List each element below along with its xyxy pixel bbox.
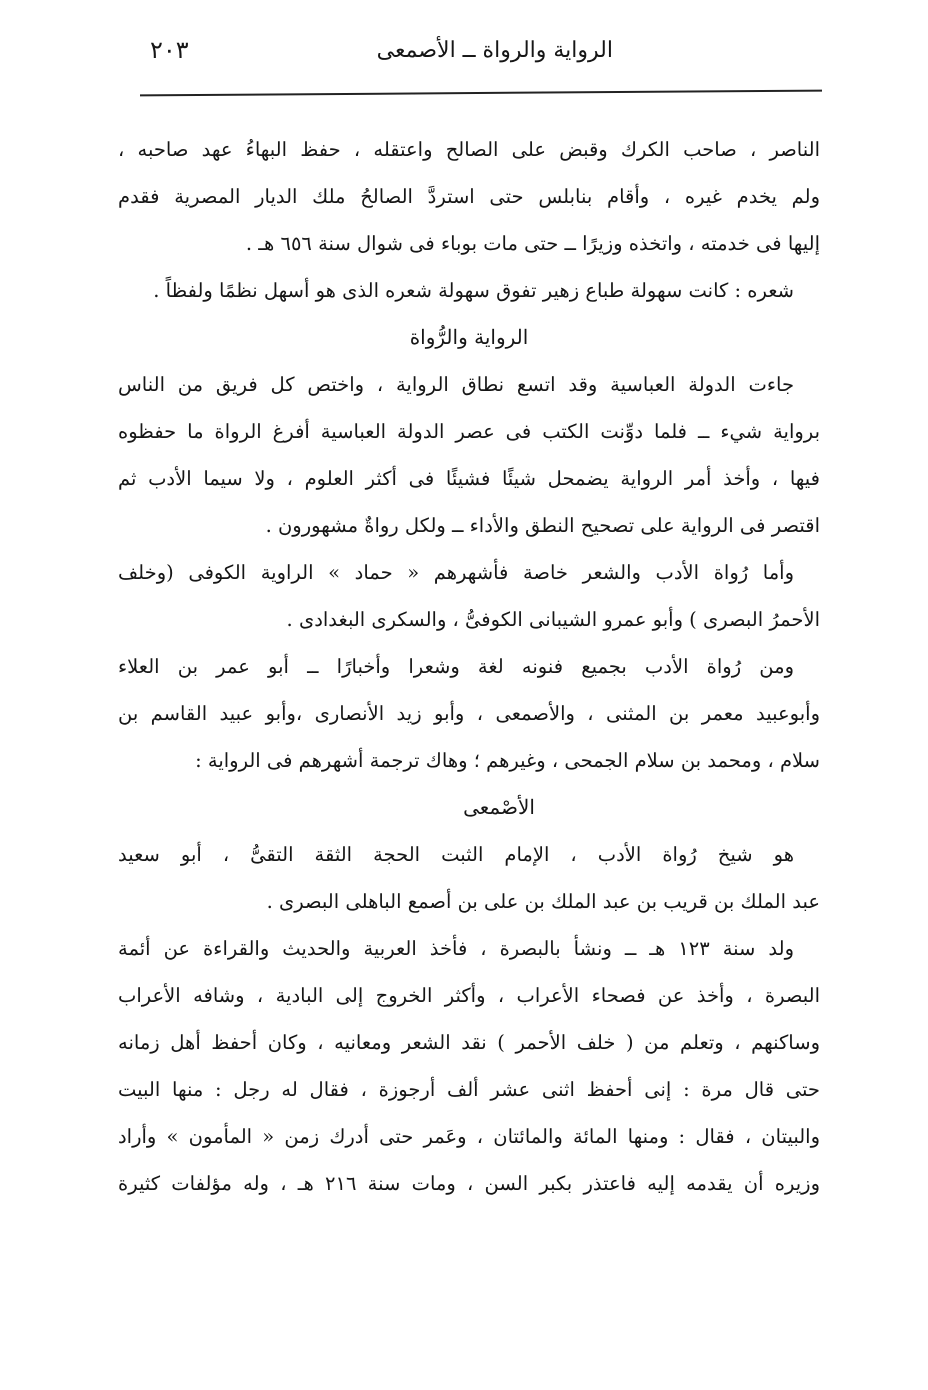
page-number: ٢٠٣ [150, 36, 189, 64]
text-line: سلام ، ومحمد بن سلام الجمحى ، وغيرهم ؛ وهاك ترجمة أشهرهم فى الرواية : [195, 749, 820, 772]
text-line: ولد سنة ١٢٣ هـ ــ ونشأ بالبصرة ، فأخذ العربية والحديث والقراءة عن أئمة [118, 937, 794, 960]
text-line: شعره : كانت سهولة طباع زهير تفوق سهولة شعره الذى هو أسهل نظمًا ولفظاً . [153, 279, 794, 302]
text-line: هو شيخ رُواة الأدب ، الإمام الثبت الحجة الثقة التقىُّ ، أبو سعيد [118, 843, 794, 866]
text-line: وساكنهم ، وتعلم من ( خلف الأحمر ) نقد الشعر ومعانيه ، وكان أحفظ أهل زمانه [118, 1031, 820, 1054]
section-heading-asmai: الأصْمعى [463, 795, 535, 819]
text-line: اقتصر فى الرواية على تصحيح النطق والأداء ــ ولكل رواةٌ مشهورون . [265, 514, 820, 537]
body-text [118, 126, 820, 1207]
text-line: ومن رُواة الأدب بجميع فنونه لغة وشعرا وأخبارًا ــ أبو عمر بن العلاء [118, 655, 794, 678]
text-line: عبد الملك بن قريب بن عبد الملك بن على بن أصمع الباهلى البصرى . [266, 890, 820, 913]
text-line: ولم يخدم غيره ، وأقام بنابلس حتى استردَّ الصالحُ ملك الديار المصرية فقدم [118, 185, 820, 208]
text-line: وأبوعبيد معمر بن المثنى ، والأصمعى ، وأبو زيد الأنصارى ،وأبو عبيد القاسم بن [118, 702, 820, 725]
text-line: البصرة ، وأخذ عن فصحاء الأعراب ، وأكثر الخروج إلى البادية ، وشافه الأعراب [118, 984, 820, 1007]
text-line: الأحمرُ البصرى ) وأبو عمرو الشيبانى الكوفىُّ ، والسكرى البغدادى . [286, 608, 820, 631]
text-line: حتى قال مرة : إنى أحفظ اثنى عشر ألف أرجوزة ، فقال له رجل : منها البيت [118, 1078, 820, 1101]
text-line: الناصر ، صاحب الكرك وقبض على الصالح واعتقله ، حفظ البهاءُ عهد صاحبه ، [118, 138, 820, 161]
running-head [128, 34, 818, 80]
text-line: فيها ، وأخذ أمر الرواية يضمحل شيئًا فشيئًا فى أكثر العلوم ، ولا سيما الأدب ثم [118, 467, 820, 490]
text-line: جاءت الدولة العباسية وقد اتسع نطاق الرواية ، واختص كل فريق من الناس [118, 373, 794, 396]
text-line: وزيره أن يقدمه إليه فاعتذر بكبر السن ، ومات سنة ٢١٦ هـ ، وله مؤلفات كثيرة [118, 1172, 820, 1195]
running-title: الرواية والرواة ــ الأصمعى [376, 38, 613, 63]
text-line: والبيتان ، فقال : ومنها المائة والمائتان ، وعَمر حتى أدرك زمن « المأمون » وأراد [118, 1125, 820, 1148]
header-rule [140, 90, 822, 97]
section-heading-riwaya: الرواية والرُّواة [409, 325, 529, 349]
text-line: برواية شيء ــ فلما دوِّنت الكتب فى عصر الدولة العباسية أفرغ الرواة ما حفظوه [118, 420, 820, 443]
text-line: إليها فى خدمته ، واتخذه وزيرًا ــ حتى مات بوباء فى شوال سنة ٦٥٦ هـ . [245, 232, 820, 255]
text-line: وأما رُواة الأدب والشعر خاصة فأشهرهم « حماد » الراوية الكوفى (وخلف [118, 561, 794, 584]
